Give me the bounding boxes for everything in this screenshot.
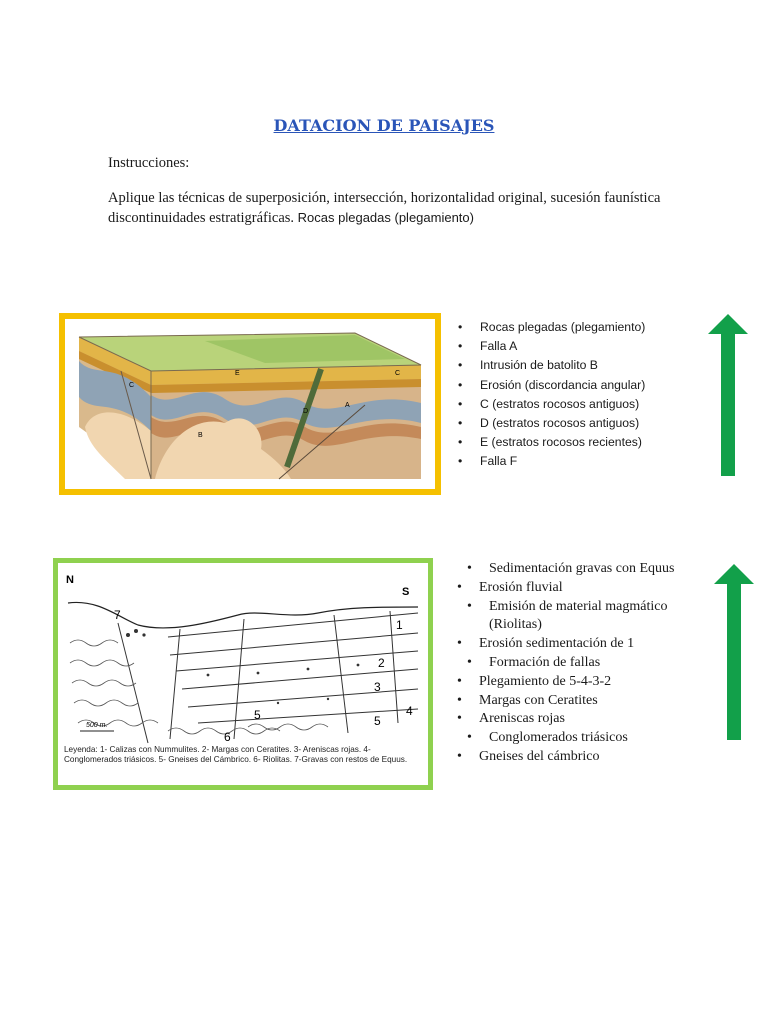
list-item: • Formación de fallas	[455, 654, 699, 673]
list-item: • Intrusión de batolito B	[458, 356, 645, 375]
south-label: S	[402, 586, 410, 598]
instructions-label: Instrucciones:	[108, 155, 190, 171]
list-item: • Sedimentación gravas con Equus	[455, 560, 699, 579]
instructions-text: Aplique las técnicas de superposición, intersección, horizontalidad original, sucesión faunística discontinuidades estratigráficas.	[108, 190, 661, 226]
block-diagram-figure	[59, 313, 441, 495]
list-item: • Erosión sedimentación de 1	[455, 635, 699, 654]
label-c-left: C	[129, 382, 135, 389]
label-a: A	[345, 402, 350, 409]
label-d: D	[303, 408, 309, 415]
list-item: • Falla A	[458, 337, 645, 356]
list-item: • D (estratos rocosos antiguos)	[458, 414, 645, 433]
green-up-arrow-icon	[712, 562, 756, 742]
list-item: • Conglomerados triásicos	[455, 729, 699, 748]
sequence-list-2	[455, 560, 699, 767]
number-label: 2	[378, 656, 385, 670]
number-label: 6	[224, 730, 231, 744]
page-title: DATACION DE PAISAJES	[273, 116, 495, 135]
list-item: • Gneises del cámbrico	[455, 748, 699, 767]
list-item: • Erosión (discordancia angular)	[458, 376, 645, 395]
cross-section-figure	[53, 558, 433, 790]
green-up-arrow-icon	[706, 312, 750, 478]
number-label: 4	[406, 704, 413, 718]
list-item: • E (estratos rocosos recientes)	[458, 433, 645, 452]
label-e: E	[235, 370, 240, 377]
list-item: • C (estratos rocosos antiguos)	[458, 395, 645, 414]
north-label: N	[66, 574, 74, 586]
list-item: • Areniscas rojas	[455, 710, 699, 729]
number-label: 1	[396, 618, 403, 632]
label-c-right: C	[395, 370, 401, 377]
instructions-paragraph	[108, 189, 708, 228]
list-item: • Plegamiento de 5-4-3-2	[455, 673, 699, 692]
legend-text: Leyenda: 1- Calizas con Nummulites. 2- Margas con Ceratites. 3- Areniscas rojas. 4- Conglomerados triásicos. 5- Gneises del Cámbrico. 6- Riolitas. 7-Gravas con restos de Equus.	[64, 745, 408, 764]
number-label: 5	[374, 714, 381, 728]
number-label: 3	[374, 680, 381, 694]
list-item: • Falla F	[458, 452, 645, 471]
sequence-list-1	[458, 318, 645, 472]
number-label: 7	[114, 608, 121, 622]
label-b: B	[198, 432, 203, 439]
instructions-bold: Rocas plegadas (plegamiento)	[297, 210, 474, 225]
list-item: • Rocas plegadas (plegamiento)	[458, 318, 645, 337]
block-diagram-illustration	[65, 319, 435, 489]
list-item: • Margas con Ceratites	[455, 692, 699, 711]
number-label: 5	[254, 708, 261, 722]
scale-label: 500 m.	[86, 722, 108, 729]
list-item: • Emisión de material magmático (Riolitas)	[455, 598, 699, 636]
list-item: • Erosión fluvial	[455, 579, 699, 598]
